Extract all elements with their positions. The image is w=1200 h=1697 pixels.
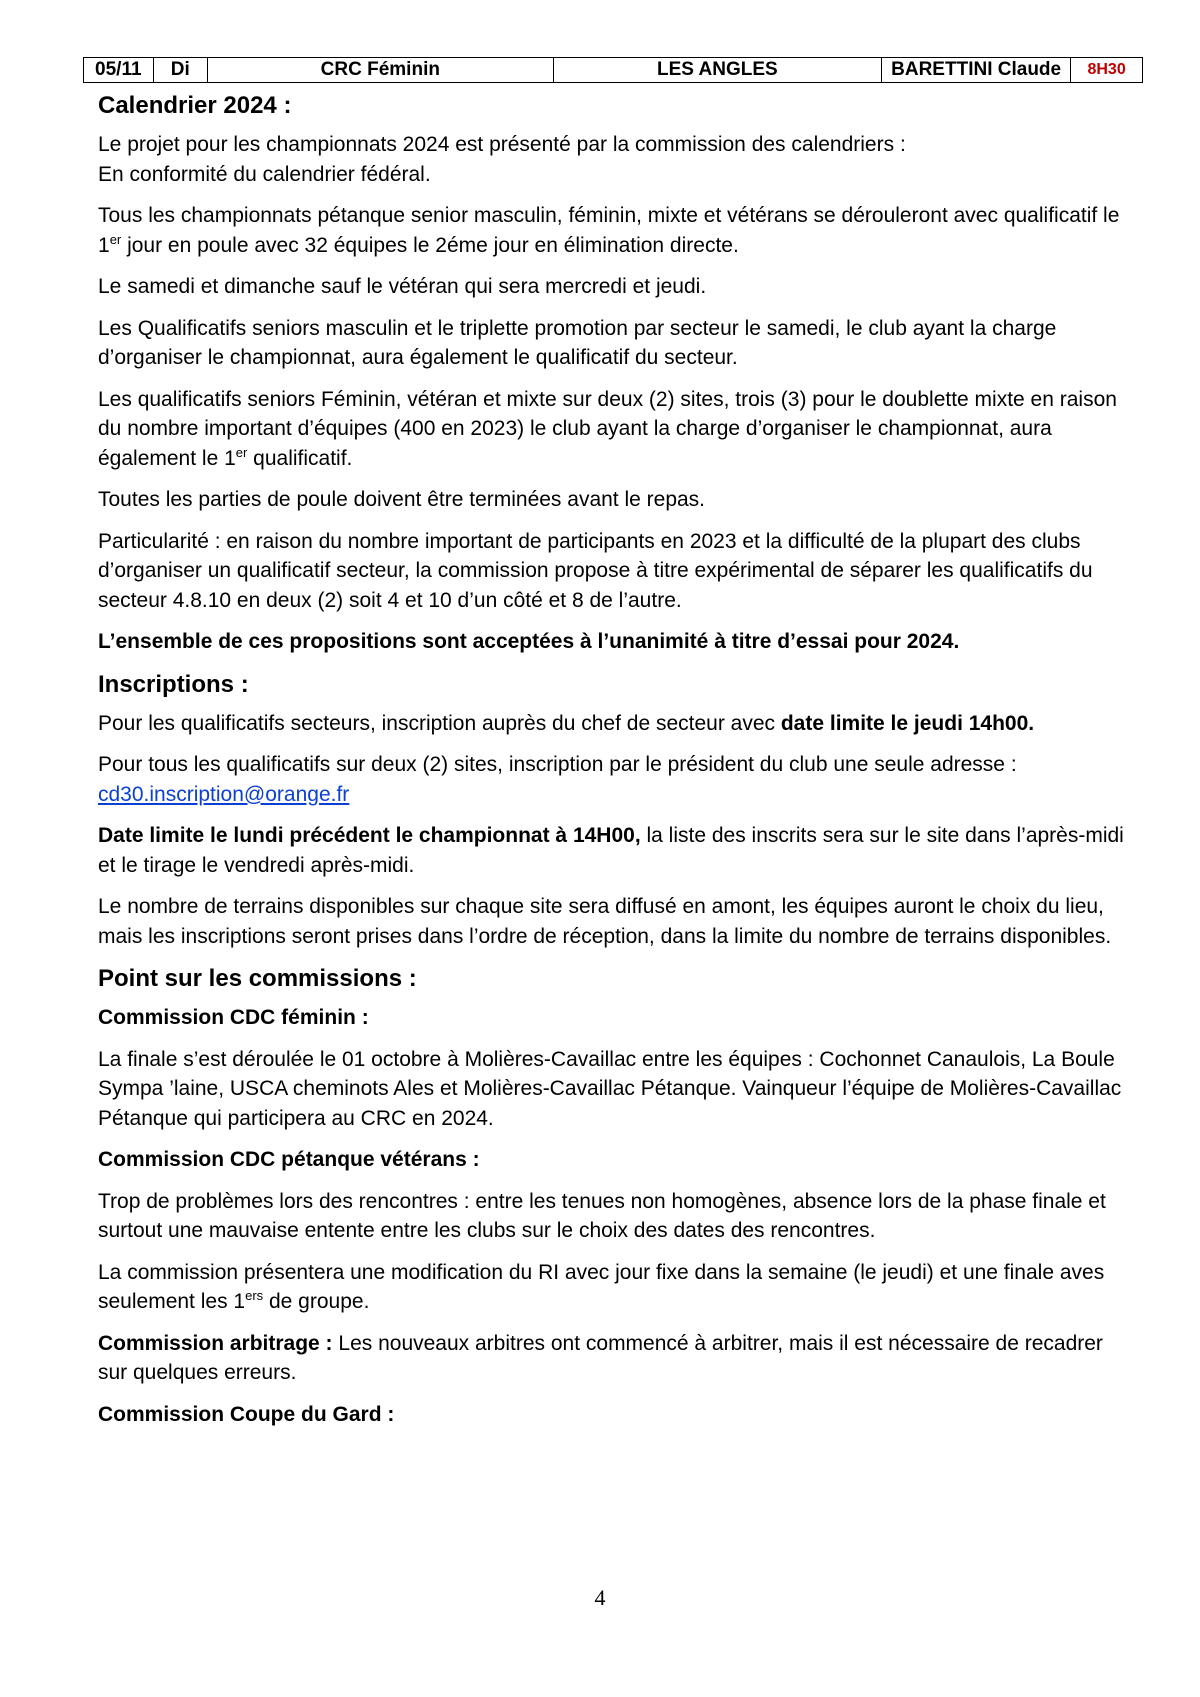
calendrier-paragraph-3: Le samedi et dimanche sauf le vétéran qui sera mercredi et jeudi.: [98, 275, 707, 298]
inscriptions-paragraph-4: Le nombre de terrains disponibles sur chaque site sera diffusé en amont, les équipes auront le choix du lieu, mais les inscriptions seront prises dans l’ordre de réception, dans la limite du nombre de terrains disponibles.: [98, 895, 1112, 948]
inscriptions-paragraph-1: Pour les qualificatifs secteurs, inscription auprès du chef de secteur avec date limite le jeudi 14h00.: [98, 711, 1035, 735]
schedule-date: 05/11: [84, 58, 154, 83]
schedule-table: [83, 57, 1143, 83]
calendrier-paragraph-7: Particularité : en raison du nombre important de participants en 2023 et la difficulté de la plupart des clubs d’organiser un qualificatif secteur, la commission propose à titre expérimental de séparer les qualificatifs du secteur 4.8.10 en deux (2) soit 4 et 10 d’un côté et 8 de l’autre.: [98, 529, 1093, 612]
calendrier-decision: L’ensemble de ces propositions sont acceptées à l’unanimité à titre d’essai pour 2024.: [98, 630, 960, 653]
calendrier-paragraph-6: Toutes les parties de poule doivent être terminées avant le repas.: [98, 488, 706, 511]
schedule-row: [84, 58, 1143, 83]
schedule-event: CRC Féminin: [207, 58, 553, 83]
commissions-heading: Point sur les commissions :: [98, 965, 417, 992]
inscriptions-paragraph-3: Date limite le lundi précédent le championnat à 14H00, la liste des inscrits sera sur le site dans l’après-midi et le tirage le vendredi après-midi.: [98, 824, 1124, 877]
calendrier-paragraph-4: Les Qualificatifs seniors masculin et le triplette promotion par secteur le samedi, le club ayant la charge d’organiser le championnat, aura également le qualificatif du secteur.: [98, 316, 1057, 369]
arbitrage-title: Commission arbitrage :: [98, 1331, 333, 1355]
coupe-du-gard-title: Commission Coupe du Gard :: [98, 1402, 395, 1426]
calendrier-paragraph-5: Les qualificatifs seniors Féminin, vétéran et mixte sur deux (2) sites, trois (3) pour le doublette mixte en raison du nombre important d’équipes (400 en 2023) le club ayant la charge d’organiser le championnat, aura également le 1er qualificatif.: [98, 387, 1117, 470]
schedule-name: BARETTINI Claude: [882, 58, 1071, 83]
calendrier-paragraph-2: Tous les championnats pétanque senior masculin, féminin, mixte et vétérans se dérouleront avec qualificatif le 1er jour en poule avec 32 équipes le 2éme jour en élimination directe.: [98, 204, 1120, 257]
cdc-veterans-title: Commission CDC pétanque vétérans :: [98, 1148, 480, 1171]
cdc-feminin-title: Commission CDC féminin :: [98, 1006, 369, 1029]
inscription-email-link[interactable]: cd30.inscription@orange.fr: [98, 782, 350, 806]
schedule-day: Di: [153, 58, 207, 83]
schedule-time: 8H30: [1071, 58, 1143, 83]
arbitrage-paragraph: Commission arbitrage : Les nouveaux arbitres ont commencé à arbitrer, mais il est nécessaire de recadrer sur quelques erreurs.: [98, 1331, 1103, 1384]
schedule-location: LES ANGLES: [553, 58, 881, 83]
inscriptions-paragraph-2: Pour tous les qualificatifs sur deux (2) sites, inscription par le président du club une seule adresse : cd30.inscription@orange.fr: [98, 753, 1017, 806]
document-body: [98, 90, 1128, 1441]
cdc-feminin-text: La finale s’est déroulée le 01 octobre à Molières-Cavaillac entre les équipes : Cochonnet Canaulois, La Boule Sympa ’laine, USCA cheminots Ales et Molières-Cavaillac Pétanque. Vainqueur l’équipe de Molières-Cavaillac Pétanque qui participera au CRC en 2024.: [98, 1047, 1122, 1130]
inscriptions-heading: Inscriptions :: [98, 670, 249, 698]
cdc-veterans-text-2: La commission présentera une modification du RI avec jour fixe dans la semaine (le jeudi) et une finale aves seulement les 1ers de groupe.: [98, 1260, 1105, 1313]
calendrier-heading: Calendrier 2024 :: [98, 92, 292, 119]
page-number: 4: [594, 1585, 606, 1610]
calendrier-paragraph-1: Le projet pour les championnats 2024 est présenté par la commission des calendriers : En conformité du calendrier fédéral.: [98, 133, 906, 186]
cdc-veterans-text-1: Trop de problèmes lors des rencontres : entre les tenues non homogènes, absence lors de la phase finale et surtout une mauvaise entente entre les clubs sur le choix des dates des rencontres.: [98, 1189, 1106, 1242]
